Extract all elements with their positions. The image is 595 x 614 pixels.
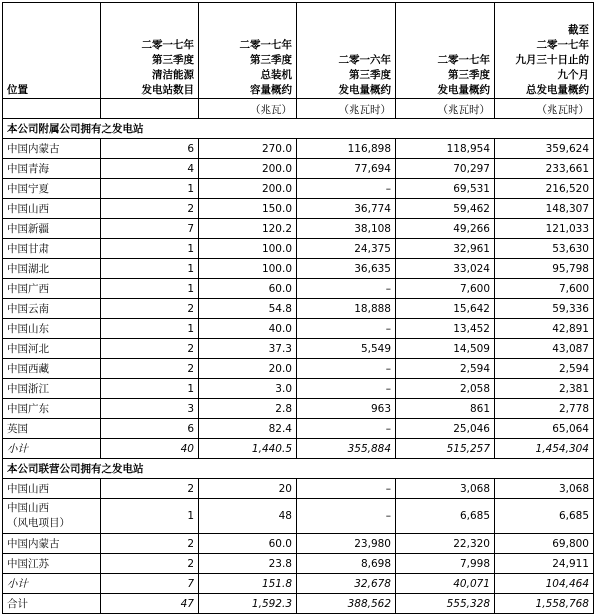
data-cell: 18,888: [297, 299, 396, 319]
data-cell: 2: [101, 534, 199, 554]
location-cell: 中国广东: [3, 399, 101, 419]
data-cell: 77,694: [297, 159, 396, 179]
data-cell: 2: [101, 299, 199, 319]
data-cell: 60.0: [199, 279, 297, 299]
unit-row: [3, 99, 594, 119]
data-cell: 15,642: [396, 299, 495, 319]
data-cell: 2,594: [396, 359, 495, 379]
location-cell: 英国: [3, 419, 101, 439]
subtotal-cell: 40: [101, 439, 199, 459]
data-cell: –: [297, 499, 396, 534]
table-row: [3, 419, 594, 439]
data-cell: 6: [101, 419, 199, 439]
data-cell: 100.0: [199, 239, 297, 259]
subtotal-label: 小计: [3, 574, 101, 594]
data-cell: 2,381: [495, 379, 594, 399]
location-cell: 中国西藏: [3, 359, 101, 379]
table-row: [3, 399, 594, 419]
table-row: [3, 159, 594, 179]
data-cell: 270.0: [199, 139, 297, 159]
data-cell: 1: [101, 499, 199, 534]
location-cell: 中国湖北: [3, 259, 101, 279]
subtotal-cell: 40,071: [396, 574, 495, 594]
subtotal-cell: 32,678: [297, 574, 396, 594]
data-cell: 2: [101, 199, 199, 219]
location-cell: 中国云南: [3, 299, 101, 319]
total-cell: 388,562: [297, 594, 396, 614]
data-cell: 4: [101, 159, 199, 179]
data-cell: 1: [101, 239, 199, 259]
data-cell: 116,898: [297, 139, 396, 159]
data-cell: 233,661: [495, 159, 594, 179]
location-cell: 中国内蒙古: [3, 534, 101, 554]
data-cell: 59,336: [495, 299, 594, 319]
total-cell: 555,328: [396, 594, 495, 614]
location-cell: 中国甘肃: [3, 239, 101, 259]
data-cell: 1: [101, 259, 199, 279]
data-cell: 13,452: [396, 319, 495, 339]
data-cell: 8,698: [297, 554, 396, 574]
data-cell: –: [297, 379, 396, 399]
data-cell: –: [297, 179, 396, 199]
data-cell: 20.0: [199, 359, 297, 379]
data-cell: 121,033: [495, 219, 594, 239]
section1-body: [3, 119, 594, 439]
table-row: [3, 499, 594, 534]
data-cell: 23.8: [199, 554, 297, 574]
data-cell: 2,778: [495, 399, 594, 419]
data-cell: 23,980: [297, 534, 396, 554]
data-cell: 120.2: [199, 219, 297, 239]
subtotal-cell: 1,454,304: [495, 439, 594, 459]
data-cell: 24,911: [495, 554, 594, 574]
location-cell: 中国山西: [3, 199, 101, 219]
data-cell: 95,798: [495, 259, 594, 279]
data-cell: 22,320: [396, 534, 495, 554]
data-cell: 216,520: [495, 179, 594, 199]
data-cell: 24,375: [297, 239, 396, 259]
data-cell: –: [297, 419, 396, 439]
unit-cell: （兆瓦时）: [297, 99, 396, 119]
data-cell: –: [297, 479, 396, 499]
data-cell: 43,087: [495, 339, 594, 359]
data-cell: 42,891: [495, 319, 594, 339]
subtotal-cell: 7: [101, 574, 199, 594]
data-cell: 861: [396, 399, 495, 419]
header-generation-9months: 截至 二零一七年 九月三十日止的 九个月 总发电量概约: [495, 3, 594, 99]
table-row: [3, 319, 594, 339]
data-cell: 3,068: [396, 479, 495, 499]
location-cell: 中国新疆: [3, 219, 101, 239]
data-cell: 33,024: [396, 259, 495, 279]
subtotal-cell: 355,884: [297, 439, 396, 459]
table-row: [3, 359, 594, 379]
data-cell: 2.8: [199, 399, 297, 419]
data-cell: 150.0: [199, 199, 297, 219]
subtotal-cell: 515,257: [396, 439, 495, 459]
table-row: [3, 554, 594, 574]
data-cell: 37.3: [199, 339, 297, 359]
data-cell: –: [297, 359, 396, 379]
data-cell: 3: [101, 399, 199, 419]
data-cell: 60.0: [199, 534, 297, 554]
data-cell: 148,307: [495, 199, 594, 219]
header-generation-2016q3: 二零一六年 第三季度 发电量概约: [297, 3, 396, 99]
header-station-count: 二零一七年 第三季度 清洁能源 发电站数目: [101, 3, 199, 99]
table-row: [3, 259, 594, 279]
table-row: [3, 479, 594, 499]
generation-table: [2, 2, 594, 614]
data-cell: 3,068: [495, 479, 594, 499]
data-cell: 2,594: [495, 359, 594, 379]
location-cell: 中国宁夏: [3, 179, 101, 199]
location-cell: 中国山东: [3, 319, 101, 339]
data-cell: 40.0: [199, 319, 297, 339]
data-cell: 2: [101, 554, 199, 574]
unit-cell: （兆瓦时）: [396, 99, 495, 119]
data-cell: 38,108: [297, 219, 396, 239]
data-cell: 1: [101, 279, 199, 299]
unit-cell: [101, 99, 199, 119]
data-cell: 2: [101, 359, 199, 379]
table-row: [3, 139, 594, 159]
section-title: 本公司联营公司拥有之发电站: [3, 459, 594, 479]
section1-title-row: [3, 119, 594, 139]
data-cell: 70,297: [396, 159, 495, 179]
data-cell: 2: [101, 339, 199, 359]
data-cell: 100.0: [199, 259, 297, 279]
data-cell: 6,685: [495, 499, 594, 534]
subtotal-cell: 104,464: [495, 574, 594, 594]
data-cell: 2,058: [396, 379, 495, 399]
header-generation-2017q3: 二零一七年 第三季度 发电量概约: [396, 3, 495, 99]
data-cell: 5,549: [297, 339, 396, 359]
subtotal-row: [3, 574, 594, 594]
section2-title-row: [3, 459, 594, 479]
data-cell: 82.4: [199, 419, 297, 439]
header-row: [3, 3, 594, 99]
data-cell: 1: [101, 319, 199, 339]
table-row: [3, 534, 594, 554]
header-installed-capacity: 二零一七年 第三季度 总装机 容量概约: [199, 3, 297, 99]
location-cell: 中国江苏: [3, 554, 101, 574]
data-cell: 7,998: [396, 554, 495, 574]
data-cell: 69,800: [495, 534, 594, 554]
subtotal-cell: 1,440.5: [199, 439, 297, 459]
data-cell: 2: [101, 479, 199, 499]
data-cell: 32,961: [396, 239, 495, 259]
section1-subtotal: [3, 439, 594, 459]
location-cell: 中国浙江: [3, 379, 101, 399]
data-cell: 7: [101, 219, 199, 239]
data-cell: 1: [101, 379, 199, 399]
location-cell: 中国内蒙古: [3, 139, 101, 159]
data-cell: 53,630: [495, 239, 594, 259]
table-row: [3, 179, 594, 199]
location-cell: 中国青海: [3, 159, 101, 179]
data-cell: 59,462: [396, 199, 495, 219]
subtotal-label: 小计: [3, 439, 101, 459]
grand-total-row: [3, 594, 594, 614]
data-cell: 36,635: [297, 259, 396, 279]
subtotal-cell: 151.8: [199, 574, 297, 594]
data-cell: 54.8: [199, 299, 297, 319]
data-cell: 7,600: [495, 279, 594, 299]
data-cell: 36,774: [297, 199, 396, 219]
location-cell: 中国广西: [3, 279, 101, 299]
data-cell: 14,509: [396, 339, 495, 359]
table-row: [3, 199, 594, 219]
table-row: [3, 299, 594, 319]
total-cell: 47: [101, 594, 199, 614]
data-cell: 3.0: [199, 379, 297, 399]
data-cell: 6: [101, 139, 199, 159]
header-location: 位置: [3, 3, 101, 99]
data-cell: 200.0: [199, 159, 297, 179]
section2-body: [3, 459, 594, 614]
section-title: 本公司附属公司拥有之发电站: [3, 119, 594, 139]
location-cell: 中国山西 （风电项目）: [3, 499, 101, 534]
data-cell: 69,531: [396, 179, 495, 199]
data-cell: 20: [199, 479, 297, 499]
table-row: [3, 219, 594, 239]
table-row: [3, 279, 594, 299]
data-cell: 118,954: [396, 139, 495, 159]
data-cell: 6,685: [396, 499, 495, 534]
subtotal-row: [3, 439, 594, 459]
total-cell: 1,592.3: [199, 594, 297, 614]
location-cell: 中国山西: [3, 479, 101, 499]
unit-cell: （兆瓦）: [199, 99, 297, 119]
total-cell: 1,558,768: [495, 594, 594, 614]
table-row: [3, 379, 594, 399]
data-cell: 25,046: [396, 419, 495, 439]
location-cell: 中国河北: [3, 339, 101, 359]
data-cell: –: [297, 319, 396, 339]
data-cell: 48: [199, 499, 297, 534]
data-cell: 200.0: [199, 179, 297, 199]
data-cell: 7,600: [396, 279, 495, 299]
unit-cell: [3, 99, 101, 119]
data-cell: 1: [101, 179, 199, 199]
table-row: [3, 339, 594, 359]
data-cell: –: [297, 279, 396, 299]
data-cell: 963: [297, 399, 396, 419]
total-label: 合计: [3, 594, 101, 614]
unit-cell: （兆瓦时）: [495, 99, 594, 119]
data-cell: 49,266: [396, 219, 495, 239]
table-row: [3, 239, 594, 259]
data-cell: 65,064: [495, 419, 594, 439]
data-cell: 359,624: [495, 139, 594, 159]
